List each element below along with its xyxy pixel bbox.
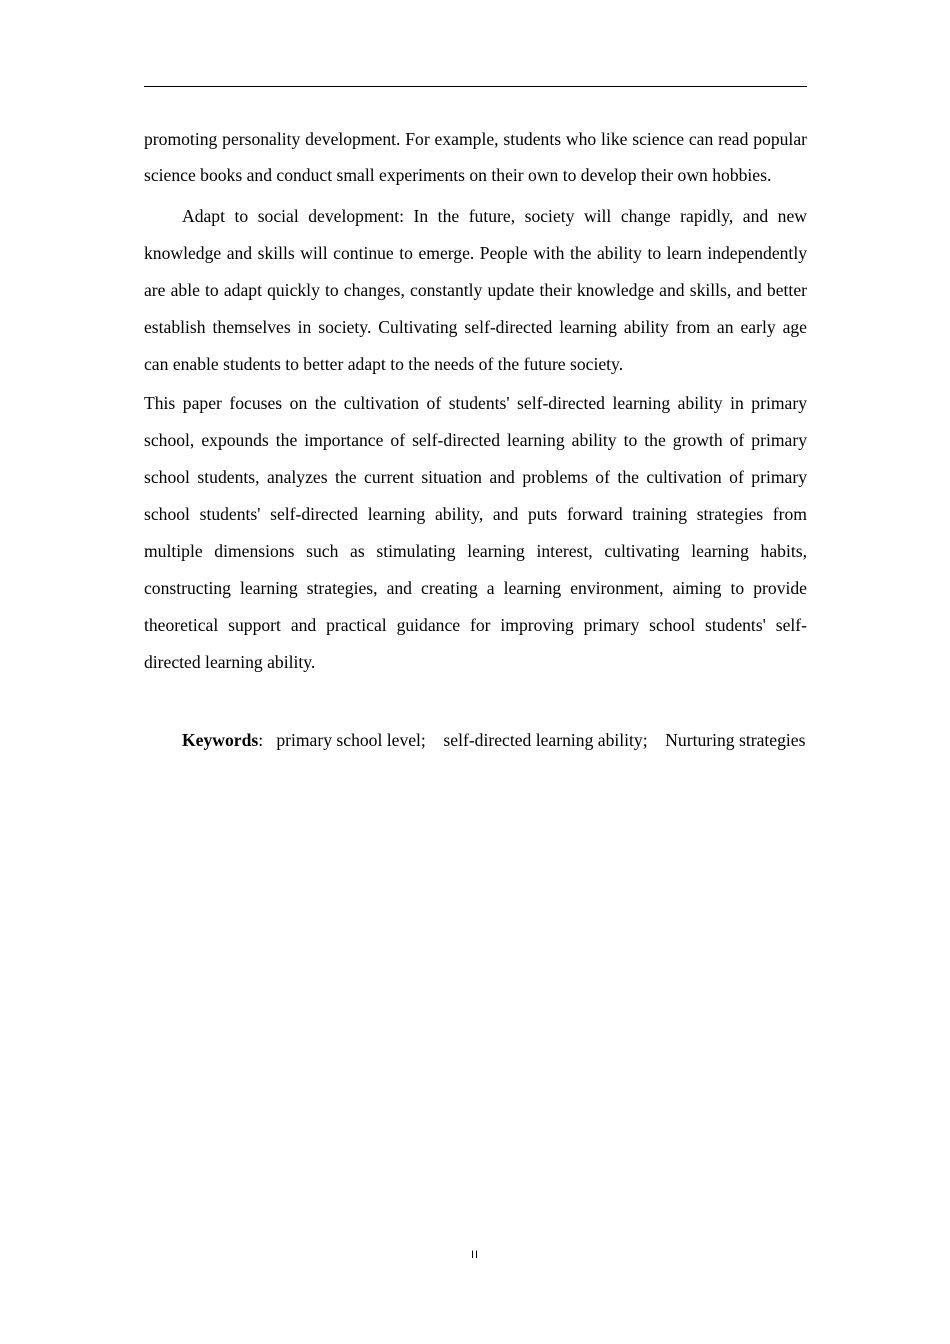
paragraph-personality: promoting personality development. For example, students who like science can read popular science books and conduct small experiments on their own to develop their own hobbies. <box>144 129 807 185</box>
keywords-line <box>144 722 807 758</box>
keywords-separator: : <box>258 730 264 750</box>
paragraph-social-development: Adapt to social development: In the future, society will change rapidly, and new knowledge and skills will continue to emerge. People with the ability to learn independently are able to adapt quickly to changes, constantly update their knowledge and skills, and better establish themselves in society. Cultivating self-directed learning ability from an early age can enable students to better adapt to the needs of the future society. <box>144 206 807 374</box>
page-body <box>144 122 807 758</box>
keywords-text: primary school level; self-directed learning ability; Nurturing strategies <box>263 730 806 750</box>
header-rule <box>144 86 807 87</box>
paragraph-paper-focus: This paper focuses on the cultivation of students' self-directed learning ability in primary school, expounds the importance of self-directed learning ability to the growth of primary school students, analyzes the current situation and problems of the cultivation of primary school students' self-directed learning ability, and puts forward training strategies from multiple dimensions such as stimulating learning interest, cultivating learning habits, constructing learning strategies, and creating a learning environment, aiming to provide theoretical support and practical guidance for improving primary school students' self-directed learning ability. <box>144 393 807 672</box>
keywords-label: Keywords <box>182 730 259 750</box>
page-number: II <box>470 1249 480 1261</box>
